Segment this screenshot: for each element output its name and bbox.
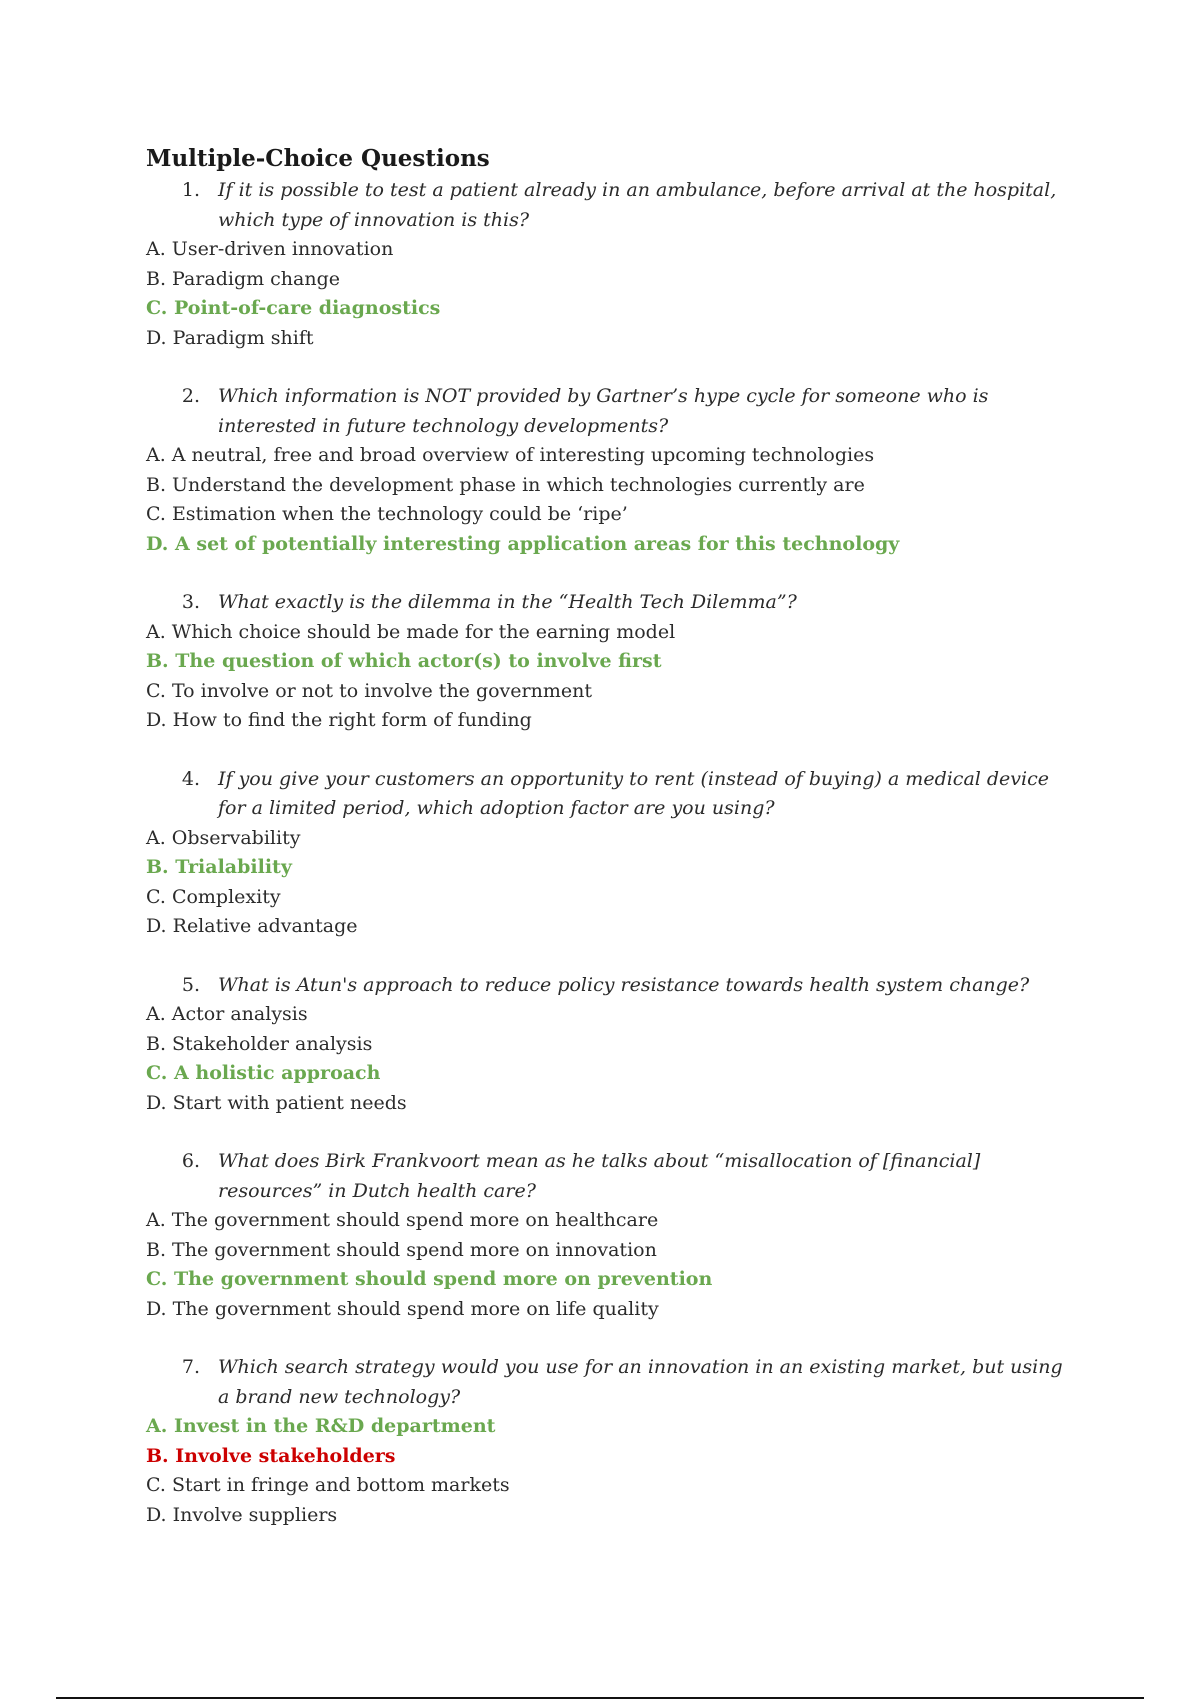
question-list — [146, 176, 1066, 1530]
answer-option-a: A. The government should spend more on healthcare — [146, 1209, 659, 1231]
answer-options — [146, 235, 1066, 353]
question-prompt — [146, 1147, 1066, 1206]
answer-options — [146, 824, 1066, 942]
question-number: 3. — [181, 591, 200, 613]
question-number: 2. — [181, 385, 200, 407]
answer-option-a: A. Which choice should be made for the earning model — [146, 620, 676, 643]
answer-option-c: C. Estimation when the technology could be ‘ripe’ — [146, 503, 628, 525]
answer-option-c: C. Start in fringe and bottom markets — [146, 1474, 510, 1496]
question-text: If it is possible to test a patient already in an ambulance, before arrival at the hospital, which type of innovation is this? — [218, 179, 1057, 231]
question-text: Which information is NOT provided by Gartner’s hype cycle for someone who is interested in future technology developments? — [218, 385, 989, 437]
answer-option-b: B. Paradigm change — [146, 267, 341, 290]
question-number: 4. — [181, 767, 200, 790]
answer-option-c-correct: C. A holistic approach — [146, 1062, 381, 1084]
answer-option-d: D. Start with patient needs — [146, 1091, 407, 1114]
question-prompt — [146, 1353, 1066, 1412]
question-2 — [146, 382, 1066, 559]
question-1 — [146, 176, 1066, 353]
answer-option-d: D. Paradigm shift — [146, 326, 314, 349]
answer-options — [146, 1206, 1066, 1324]
question-text: Which search strategy would you use for an innovation in an existing market, but using a brand new technology? — [218, 1356, 1063, 1408]
answer-option-c-correct: C. Point-of-care diagnostics — [146, 297, 441, 319]
answer-option-a: A. User-driven innovation — [146, 238, 394, 260]
answer-option-a: A. Actor analysis — [146, 1003, 308, 1025]
question-prompt — [146, 588, 1066, 618]
answer-option-b: B. Understand the development phase in which technologies currently are — [146, 473, 865, 496]
question-number: 5. — [181, 973, 200, 996]
answer-option-a-correct: A. Invest in the R&D department — [146, 1415, 496, 1437]
question-number: 1. — [181, 179, 200, 201]
answer-option-b-correct: B. The question of which actor(s) to involve first — [146, 650, 662, 672]
question-5 — [146, 971, 1066, 1119]
answer-option-d: D. The government should spend more on life quality — [146, 1297, 659, 1320]
question-text: What does Birk Frankvoort mean as he talks about “misallocation of [financial] resources” in Dutch health care? — [218, 1150, 981, 1202]
question-7 — [146, 1353, 1066, 1530]
question-3 — [146, 588, 1066, 736]
question-prompt — [146, 971, 1066, 1001]
answer-option-a: A. Observability — [146, 826, 301, 849]
question-6 — [146, 1147, 1066, 1324]
question-4 — [146, 765, 1066, 942]
answer-option-d: D. Relative advantage — [146, 915, 358, 937]
question-text: If you give your customers an opportunity to rent (instead of buying) a medical device for a limited period, which adoption factor are you using? — [218, 767, 1049, 819]
answer-option-b-correct: B. Trialability — [146, 856, 292, 878]
answer-option-a: A. A neutral, free and broad overview of interesting upcoming technologies — [146, 444, 875, 466]
answer-option-d: D. How to find the right form of funding — [146, 709, 532, 731]
quiz-content — [146, 144, 1066, 1530]
question-prompt — [146, 382, 1066, 441]
answer-option-b-incorrect: B. Involve stakeholders — [146, 1444, 396, 1467]
question-prompt — [146, 176, 1066, 235]
answer-options — [146, 441, 1066, 559]
page-title: Multiple-Choice Questions — [146, 145, 490, 172]
answer-option-b: B. The government should spend more on innovation — [146, 1238, 657, 1261]
answer-options — [146, 1412, 1066, 1530]
question-text: What is Atun's approach to reduce policy resistance towards health system change? — [218, 973, 1030, 996]
answer-options — [146, 618, 1066, 736]
answer-option-d: D. Involve suppliers — [146, 1503, 338, 1526]
question-prompt — [146, 765, 1066, 824]
answer-option-b: B. Stakeholder analysis — [146, 1032, 373, 1055]
answer-option-c: C. To involve or not to involve the government — [146, 679, 592, 702]
question-number: 6. — [181, 1150, 200, 1172]
answer-options — [146, 1000, 1066, 1118]
answer-option-c: C. Complexity — [146, 885, 281, 908]
answer-option-d-correct: D. A set of potentially interesting application areas for this technology — [146, 532, 900, 555]
answer-option-c-correct: C. The government should spend more on prevention — [146, 1268, 713, 1290]
question-number: 7. — [181, 1356, 200, 1378]
question-text: What exactly is the dilemma in the “Health Tech Dilemma”? — [218, 591, 797, 613]
footer-divider — [56, 1697, 1144, 1699]
